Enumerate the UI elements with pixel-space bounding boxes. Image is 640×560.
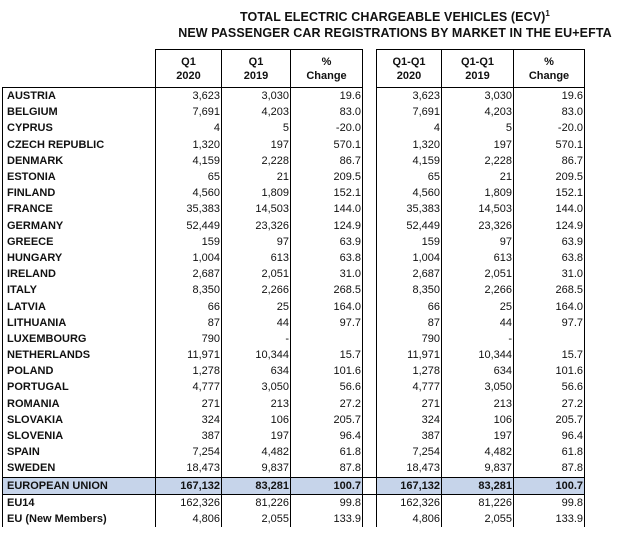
value-cell: 1,004 <box>377 250 442 266</box>
registrations-table <box>2 49 585 527</box>
value-cell: 61.8 <box>514 444 585 460</box>
footnote-marker: 1 <box>545 9 550 18</box>
table-row <box>3 494 585 511</box>
table-row <box>3 153 585 169</box>
table-body <box>3 88 585 528</box>
value-cell: 4,203 <box>222 104 291 120</box>
country-cell: EUROPEAN UNION <box>3 477 156 494</box>
value-cell: 96.4 <box>514 428 585 444</box>
value-cell: 570.1 <box>291 137 363 153</box>
gap-cell <box>363 444 377 460</box>
country-cell: BELGIUM <box>3 104 156 120</box>
value-cell: 14,503 <box>442 201 514 217</box>
table-row <box>3 218 585 234</box>
gap-cell <box>363 185 377 201</box>
value-cell: 162,326 <box>377 494 442 511</box>
value-cell: 790 <box>156 331 222 347</box>
value-cell: 4,159 <box>377 153 442 169</box>
value-cell: 197 <box>442 428 514 444</box>
value-cell: 81,226 <box>442 494 514 511</box>
value-cell: 87 <box>156 315 222 331</box>
value-cell: 2,687 <box>377 266 442 282</box>
value-cell: 65 <box>156 169 222 185</box>
value-cell: 2,228 <box>442 153 514 169</box>
gap-cell <box>363 315 377 331</box>
value-cell: 7,254 <box>156 444 222 460</box>
country-cell: ITALY <box>3 282 156 298</box>
value-cell: 205.7 <box>514 412 585 428</box>
gap-cell <box>363 412 377 428</box>
value-cell: 7,254 <box>377 444 442 460</box>
country-cell: ROMANIA <box>3 396 156 412</box>
table-row <box>3 477 585 494</box>
table-row <box>3 266 585 282</box>
header-blank-cell <box>3 50 156 88</box>
value-cell: 144.0 <box>514 201 585 217</box>
value-cell: - <box>442 331 514 347</box>
value-cell: 4,806 <box>156 511 222 527</box>
gap-cell <box>363 169 377 185</box>
value-cell: 159 <box>156 234 222 250</box>
table-row <box>3 250 585 266</box>
header-pct-change: % Change <box>291 50 363 88</box>
value-cell: 124.9 <box>291 218 363 234</box>
gap-cell <box>363 153 377 169</box>
value-cell: 18,473 <box>156 460 222 477</box>
value-cell: 159 <box>377 234 442 250</box>
value-cell: 87.8 <box>291 460 363 477</box>
value-cell: 4,482 <box>442 444 514 460</box>
table-row <box>3 460 585 477</box>
value-cell: 81,226 <box>222 494 291 511</box>
value-cell: 5 <box>442 120 514 136</box>
country-cell: EU14 <box>3 494 156 511</box>
value-cell: 14,503 <box>222 201 291 217</box>
value-cell: 4 <box>377 120 442 136</box>
table-row <box>3 137 585 153</box>
value-cell: 4,560 <box>156 185 222 201</box>
title-line-1: TOTAL ELECTRIC CHARGEABLE VEHICLES (ECV)$^1$ <box>240 9 550 24</box>
value-cell: 56.6 <box>291 379 363 395</box>
value-cell: 2,055 <box>442 511 514 527</box>
value-cell: 2,266 <box>222 282 291 298</box>
gap-cell <box>363 363 377 379</box>
table-row <box>3 315 585 331</box>
value-cell: 4,203 <box>442 104 514 120</box>
value-cell: 634 <box>222 363 291 379</box>
value-cell: 23,326 <box>442 218 514 234</box>
value-cell: 106 <box>222 412 291 428</box>
value-cell: 83.0 <box>514 104 585 120</box>
value-cell: 4,482 <box>222 444 291 460</box>
gap-cell <box>363 234 377 250</box>
value-cell: 27.2 <box>514 396 585 412</box>
value-cell: 2,266 <box>442 282 514 298</box>
value-cell: 268.5 <box>291 282 363 298</box>
country-cell: POLAND <box>3 363 156 379</box>
title-line-2: NEW PASSENGER CAR REGISTRATIONS BY MARKET IN THE EU+EFTA <box>178 26 612 40</box>
country-cell: LATVIA <box>3 298 156 314</box>
gap-cell <box>363 477 377 494</box>
value-cell: 11,971 <box>377 347 442 363</box>
value-cell: 1,320 <box>156 137 222 153</box>
value-cell: -20.0 <box>291 120 363 136</box>
gap-cell <box>363 137 377 153</box>
value-cell: 97 <box>222 234 291 250</box>
country-cell: GREECE <box>3 234 156 250</box>
value-cell: 4,560 <box>377 185 442 201</box>
gap-cell <box>363 428 377 444</box>
table-row <box>3 298 585 314</box>
country-cell: AUSTRIA <box>3 88 156 105</box>
value-cell: 66 <box>156 298 222 314</box>
gap-cell <box>363 331 377 347</box>
value-cell: 19.6 <box>514 88 585 105</box>
value-cell: 3,030 <box>442 88 514 105</box>
value-cell: 10,344 <box>222 347 291 363</box>
gap-cell <box>363 282 377 298</box>
table-row <box>3 331 585 347</box>
value-cell: 9,837 <box>442 460 514 477</box>
country-cell: PORTUGAL <box>3 379 156 395</box>
country-cell: SWEDEN <box>3 460 156 477</box>
country-cell: IRELAND <box>3 266 156 282</box>
table-row <box>3 169 585 185</box>
value-cell: 87 <box>377 315 442 331</box>
value-cell: 63.9 <box>514 234 585 250</box>
table-row <box>3 234 585 250</box>
value-cell: 86.7 <box>291 153 363 169</box>
value-cell: 1,809 <box>442 185 514 201</box>
value-cell: 2,051 <box>442 266 514 282</box>
table-row <box>3 185 585 201</box>
table-row <box>3 412 585 428</box>
country-cell: SPAIN <box>3 444 156 460</box>
country-cell: LITHUANIA <box>3 315 156 331</box>
value-cell: 133.9 <box>291 511 363 527</box>
table-row <box>3 201 585 217</box>
value-cell: 15.7 <box>514 347 585 363</box>
value-cell: 1,278 <box>156 363 222 379</box>
value-cell: 96.4 <box>291 428 363 444</box>
value-cell: 15.7 <box>291 347 363 363</box>
value-cell: 152.1 <box>291 185 363 201</box>
value-cell: 97.7 <box>514 315 585 331</box>
value-cell: 63.9 <box>291 234 363 250</box>
value-cell: 124.9 <box>514 218 585 234</box>
value-cell: 61.8 <box>291 444 363 460</box>
header-q1-2020: Q1 2020 <box>156 50 222 88</box>
value-cell: 133.9 <box>514 511 585 527</box>
table-row <box>3 428 585 444</box>
value-cell: 99.8 <box>291 494 363 511</box>
report-title <box>150 6 640 41</box>
value-cell: 66 <box>377 298 442 314</box>
value-cell: 570.1 <box>514 137 585 153</box>
table-row <box>3 347 585 363</box>
value-cell <box>291 331 363 347</box>
value-cell: 7,691 <box>156 104 222 120</box>
value-cell: 167,132 <box>156 477 222 494</box>
value-cell: 1,278 <box>377 363 442 379</box>
country-cell: ESTONIA <box>3 169 156 185</box>
value-cell: 11,971 <box>156 347 222 363</box>
country-cell: FRANCE <box>3 201 156 217</box>
value-cell: 8,350 <box>377 282 442 298</box>
value-cell: 4,806 <box>377 511 442 527</box>
value-cell <box>514 331 585 347</box>
value-cell: 613 <box>222 250 291 266</box>
value-cell: 162,326 <box>156 494 222 511</box>
value-cell: 99.8 <box>514 494 585 511</box>
country-cell: NETHERLANDS <box>3 347 156 363</box>
country-cell: HUNGARY <box>3 250 156 266</box>
table-row <box>3 379 585 395</box>
value-cell: 167,132 <box>377 477 442 494</box>
value-cell: 100.7 <box>291 477 363 494</box>
gap-cell <box>363 460 377 477</box>
value-cell: 9,837 <box>222 460 291 477</box>
value-cell: 5 <box>222 120 291 136</box>
country-cell: SLOVENIA <box>3 428 156 444</box>
gap-cell <box>363 511 377 527</box>
value-cell: 271 <box>377 396 442 412</box>
value-cell: 144.0 <box>291 201 363 217</box>
value-cell: 7,691 <box>377 104 442 120</box>
value-cell: 271 <box>156 396 222 412</box>
value-cell: 8,350 <box>156 282 222 298</box>
value-cell: 205.7 <box>291 412 363 428</box>
country-cell: CYPRUS <box>3 120 156 136</box>
value-cell: 164.0 <box>291 298 363 314</box>
gap-cell <box>363 347 377 363</box>
table-row <box>3 511 585 527</box>
value-cell: 56.6 <box>514 379 585 395</box>
header-ytd-pct-change: % Change <box>514 50 585 88</box>
value-cell: 1,320 <box>377 137 442 153</box>
table-header <box>3 50 585 88</box>
value-cell: - <box>222 331 291 347</box>
gap-cell <box>363 104 377 120</box>
value-cell: 197 <box>442 137 514 153</box>
value-cell: 35,383 <box>156 201 222 217</box>
value-cell: 164.0 <box>514 298 585 314</box>
gap-cell <box>363 298 377 314</box>
table-row <box>3 104 585 120</box>
value-cell: 613 <box>442 250 514 266</box>
value-cell: 21 <box>222 169 291 185</box>
table-row <box>3 363 585 379</box>
value-cell: 97 <box>442 234 514 250</box>
value-cell: 44 <box>222 315 291 331</box>
value-cell: 52,449 <box>377 218 442 234</box>
value-cell: 31.0 <box>291 266 363 282</box>
value-cell: 213 <box>222 396 291 412</box>
value-cell: 87.8 <box>514 460 585 477</box>
value-cell: 63.8 <box>514 250 585 266</box>
country-cell: EU (New Members) <box>3 511 156 527</box>
value-cell: 3,030 <box>222 88 291 105</box>
value-cell: 197 <box>222 137 291 153</box>
country-cell: FINLAND <box>3 185 156 201</box>
value-cell: 44 <box>442 315 514 331</box>
table-row <box>3 444 585 460</box>
header-q1-2019: Q1 2019 <box>222 50 291 88</box>
value-cell: 197 <box>222 428 291 444</box>
value-cell: 101.6 <box>291 363 363 379</box>
table-row <box>3 282 585 298</box>
country-cell: LUXEMBOURG <box>3 331 156 347</box>
value-cell: 63.8 <box>291 250 363 266</box>
header-ytd-2019: Q1-Q1 2019 <box>442 50 514 88</box>
value-cell: 100.7 <box>514 477 585 494</box>
value-cell: 65 <box>377 169 442 185</box>
value-cell: 18,473 <box>377 460 442 477</box>
country-cell: CZECH REPUBLIC <box>3 137 156 153</box>
value-cell: 21 <box>442 169 514 185</box>
header-ytd-2020: Q1-Q1 2020 <box>377 50 442 88</box>
table-row <box>3 120 585 136</box>
value-cell: 86.7 <box>514 153 585 169</box>
value-cell: 268.5 <box>514 282 585 298</box>
value-cell: 387 <box>377 428 442 444</box>
gap-cell <box>363 120 377 136</box>
value-cell: 101.6 <box>514 363 585 379</box>
value-cell: 3,623 <box>377 88 442 105</box>
gap-cell <box>363 494 377 511</box>
value-cell: 3,623 <box>156 88 222 105</box>
gap-cell <box>363 218 377 234</box>
value-cell: 52,449 <box>156 218 222 234</box>
value-cell: 209.5 <box>291 169 363 185</box>
value-cell: 1,004 <box>156 250 222 266</box>
value-cell: 213 <box>442 396 514 412</box>
table-row <box>3 88 585 105</box>
value-cell: 19.6 <box>291 88 363 105</box>
value-cell: 83.0 <box>291 104 363 120</box>
value-cell: 3,050 <box>222 379 291 395</box>
value-cell: 35,383 <box>377 201 442 217</box>
value-cell: 634 <box>442 363 514 379</box>
value-cell: 324 <box>377 412 442 428</box>
value-cell: 83,281 <box>442 477 514 494</box>
country-cell: GERMANY <box>3 218 156 234</box>
gap-cell <box>363 266 377 282</box>
value-cell: 3,050 <box>442 379 514 395</box>
value-cell: 209.5 <box>514 169 585 185</box>
value-cell: 83,281 <box>222 477 291 494</box>
table-row <box>3 396 585 412</box>
value-cell: 2,051 <box>222 266 291 282</box>
gap-cell <box>363 379 377 395</box>
value-cell: 2,687 <box>156 266 222 282</box>
value-cell: 4,777 <box>156 379 222 395</box>
value-cell: 1,809 <box>222 185 291 201</box>
gap-cell <box>363 201 377 217</box>
value-cell: 106 <box>442 412 514 428</box>
country-cell: SLOVAKIA <box>3 412 156 428</box>
value-cell: 2,228 <box>222 153 291 169</box>
value-cell: 4,777 <box>377 379 442 395</box>
value-cell: 27.2 <box>291 396 363 412</box>
header-gap <box>363 50 377 88</box>
value-cell: 23,326 <box>222 218 291 234</box>
value-cell: 4,159 <box>156 153 222 169</box>
value-cell: 152.1 <box>514 185 585 201</box>
value-cell: -20.0 <box>514 120 585 136</box>
value-cell: 4 <box>156 120 222 136</box>
gap-cell <box>363 396 377 412</box>
value-cell: 324 <box>156 412 222 428</box>
value-cell: 387 <box>156 428 222 444</box>
gap-cell <box>363 88 377 105</box>
value-cell: 97.7 <box>291 315 363 331</box>
value-cell: 790 <box>377 331 442 347</box>
country-cell: DENMARK <box>3 153 156 169</box>
value-cell: 25 <box>222 298 291 314</box>
value-cell: 10,344 <box>442 347 514 363</box>
value-cell: 2,055 <box>222 511 291 527</box>
value-cell: 25 <box>442 298 514 314</box>
gap-cell <box>363 250 377 266</box>
value-cell: 31.0 <box>514 266 585 282</box>
